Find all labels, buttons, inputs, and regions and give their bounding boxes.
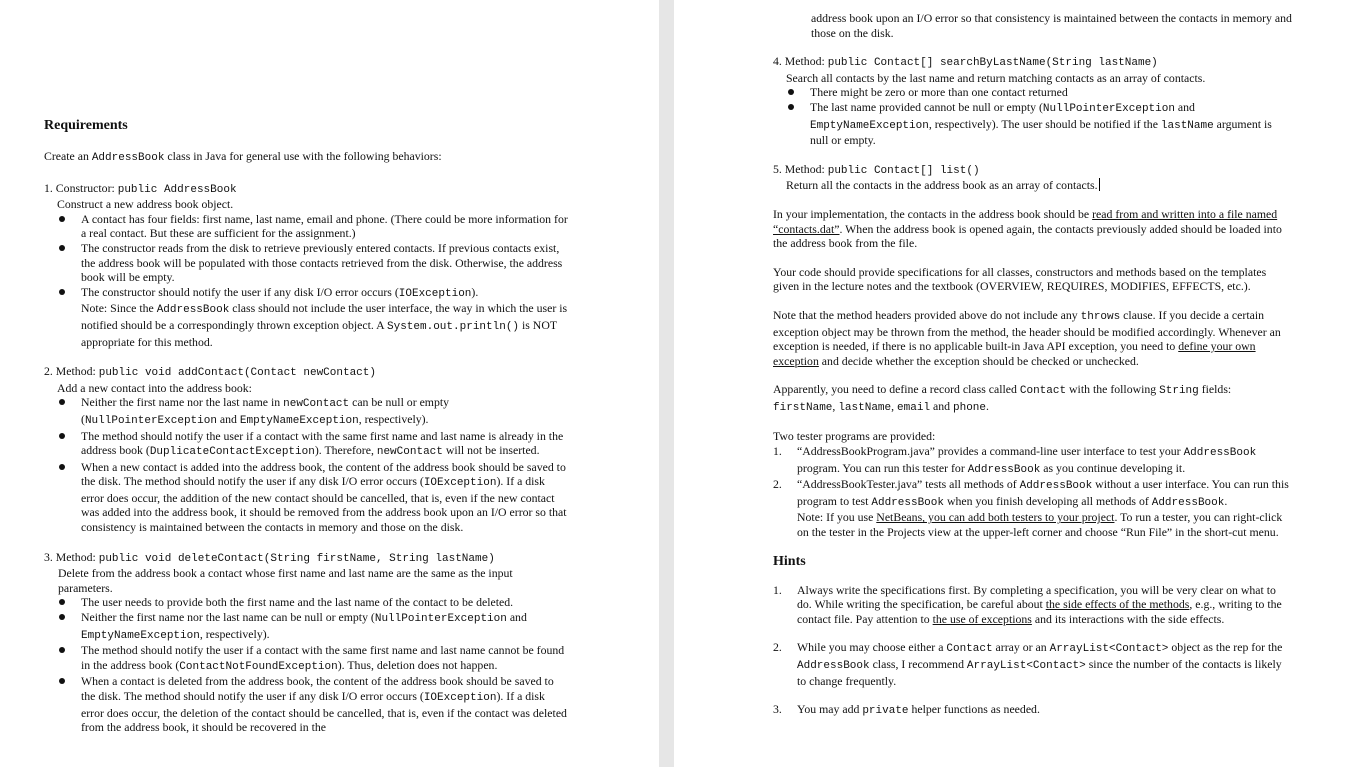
hints-list bbox=[773, 583, 1293, 719]
bullet-item bbox=[44, 429, 570, 460]
code-text: email bbox=[897, 401, 931, 414]
underlined-text: NetBeans, you can add both testers to your project bbox=[876, 510, 1115, 525]
bullet-item bbox=[44, 395, 570, 428]
code-text: ContactNotFoundException bbox=[179, 660, 338, 673]
text-run: A contact has four fields: first name, last name, email and phone. (There could be more information for a real contact. But these are sufficient for the assignment.) bbox=[81, 211, 568, 241]
code-text: NullPointerException bbox=[84, 414, 217, 427]
delete-contact-heading bbox=[44, 550, 570, 567]
code-text: public void addContact(Contact newContact) bbox=[98, 367, 376, 380]
text-run: While you may choose either a bbox=[797, 640, 947, 655]
search-by-last-name-heading bbox=[773, 54, 1293, 71]
implementation-paragraph bbox=[773, 207, 1293, 251]
text-run: The last name provided cannot be null or empty ( bbox=[810, 99, 1043, 114]
text-run: Note: If you use bbox=[797, 510, 877, 525]
text-run: There might be zero or more than one contact returned bbox=[810, 85, 1068, 100]
search-description: Search all contacts by the last name and return matching contacts as an array of contacts. bbox=[786, 70, 1206, 85]
numbered-item bbox=[773, 444, 1293, 477]
item-number: 2. bbox=[773, 477, 782, 492]
code-text: AddressBook bbox=[967, 463, 1041, 476]
code-text: AddressBook bbox=[797, 660, 870, 672]
section-title-hints: Hints bbox=[773, 553, 806, 569]
text-run: Neither the first name nor the last name can be null or empty ( bbox=[81, 610, 375, 625]
code-text: NullPointerException bbox=[1042, 102, 1175, 115]
text-run: Create an bbox=[44, 149, 92, 163]
text-run: and bbox=[506, 610, 527, 625]
text-run: 1. Constructor: bbox=[44, 180, 118, 195]
text-run: argument is null or empty. bbox=[810, 116, 1272, 148]
underlined-text: the side effects of the methods bbox=[1045, 597, 1190, 612]
numbered-item bbox=[773, 583, 1293, 627]
add-contact-heading bbox=[44, 364, 570, 381]
document-page-left bbox=[0, 0, 659, 767]
text-run: when you finish developing all methods of bbox=[944, 493, 1152, 508]
contact-class-paragraph bbox=[773, 382, 1293, 415]
page-gutter bbox=[659, 0, 674, 767]
continued-text: address book upon an I/O error so that consistency is maintained between the contacts in memory and those on the disk. bbox=[811, 11, 1292, 40]
text-run: The user needs to provide both the first name and the last name of the contact to be deleted. bbox=[81, 595, 514, 610]
specifications-paragraph bbox=[773, 265, 1293, 294]
underlined-text: define your own exception bbox=[773, 339, 1256, 368]
code-text: NullPointerException bbox=[374, 613, 507, 626]
text-run: and its interactions with the side effects. bbox=[1031, 611, 1225, 626]
text-run: and bbox=[930, 398, 953, 413]
search-bullet-list bbox=[773, 85, 1293, 147]
text-run: class, I recommend bbox=[869, 657, 967, 671]
code-text: phone bbox=[953, 401, 987, 414]
text-run: class in Java for general use with the following behaviors: bbox=[164, 149, 442, 163]
text-run: . bbox=[1224, 493, 1228, 508]
text-run: program. You can run this tester for bbox=[797, 460, 968, 475]
testers-list bbox=[773, 444, 1293, 540]
code-text: AddressBook bbox=[1019, 480, 1093, 493]
code-text: DuplicateContactException bbox=[149, 446, 315, 459]
text-run: ). bbox=[471, 284, 479, 299]
code-text: System.out.println() bbox=[387, 320, 520, 333]
bullet-item bbox=[773, 85, 1293, 100]
text-run: Neither the first name nor the last name in bbox=[81, 395, 284, 410]
text-run: as you continue developing it. bbox=[1040, 460, 1186, 475]
code-text: EmptyNameException bbox=[239, 414, 359, 427]
code-text: lastName bbox=[1160, 119, 1214, 132]
code-text: public AddressBook bbox=[117, 183, 237, 196]
code-text: ArrayList<Contact> bbox=[1049, 643, 1169, 656]
list-method-heading bbox=[773, 162, 1293, 179]
text-run: ). If a disk error does occur, the deletion of the contact should be cancelled, that is, even if the contact was deleted from the address book, it should be recovered in the bbox=[81, 689, 567, 735]
bullet-item bbox=[773, 100, 1293, 148]
bullet-item bbox=[44, 674, 570, 734]
document-page-right bbox=[674, 0, 1351, 767]
list-method-description-text: Return all the contacts in the address book as an array of contacts. bbox=[786, 178, 1098, 193]
bullet-item bbox=[44, 595, 570, 610]
text-run: , respectively). The user should be notified if the bbox=[928, 116, 1161, 131]
text-run: can be null or empty ( bbox=[81, 395, 450, 426]
constructor-heading bbox=[44, 181, 570, 198]
bullet-item bbox=[44, 643, 570, 674]
code-text: IOException bbox=[423, 477, 497, 490]
constructor-description: Construct a new address book object. bbox=[57, 197, 234, 212]
code-text: String bbox=[1159, 385, 1199, 398]
text-run: “AddressBookTester.java” tests all methods of bbox=[797, 477, 1020, 492]
underlined-text: the use of exceptions bbox=[932, 611, 1032, 626]
text-run: You may add bbox=[797, 702, 863, 717]
text-run: Note: Since the bbox=[81, 301, 157, 316]
item-number: 3. bbox=[773, 702, 782, 717]
text-run: . When the address book is opened again, the contacts previously added should be loaded into the address book from the file. bbox=[773, 221, 1282, 251]
code-text: EmptyNameException bbox=[81, 629, 200, 642]
text-run: Apparently, you need to define a record class called bbox=[773, 382, 1020, 397]
add-contact-bullet-list bbox=[44, 395, 570, 534]
text-run: 3. Method: bbox=[44, 549, 99, 564]
text-run: “AddressBookProgram.java” provides a command-line user interface to test your bbox=[797, 444, 1184, 459]
page-content-left bbox=[44, 118, 570, 735]
delete-contact-bullet-list bbox=[44, 595, 570, 734]
text-run: and bbox=[216, 411, 240, 426]
underlined-text: read from and written into a file named “contacts.dat” bbox=[773, 206, 1278, 236]
page-content-right bbox=[773, 11, 1293, 719]
code-text: Contact bbox=[1019, 385, 1067, 398]
section-title-requirements: Requirements bbox=[44, 118, 128, 133]
code-text: firstName bbox=[773, 401, 833, 414]
code-text: AddressBook bbox=[871, 496, 944, 509]
bullet-item bbox=[44, 241, 570, 285]
numbered-item bbox=[773, 702, 1293, 719]
bullet-item bbox=[44, 460, 570, 535]
text-run: fields: bbox=[1198, 382, 1232, 397]
text-run: ). Thus, deletion does not happen. bbox=[337, 657, 498, 672]
code-text: EmptyNameException bbox=[810, 119, 929, 132]
code-text: AddressBook bbox=[91, 152, 165, 164]
text-cursor bbox=[1099, 178, 1100, 191]
code-text: private bbox=[862, 705, 909, 718]
code-text: AddressBook bbox=[156, 304, 230, 317]
text-run: with the following bbox=[1066, 382, 1160, 397]
text-run: Your code should provide specifications for all classes, constructors and methods based on the templates given in the lecture notes and the textbook (OVERVIEW, REQUIRES, MODIFIES, EFFECTS, etc.). bbox=[773, 264, 1267, 294]
text-run: , respectively). bbox=[358, 411, 429, 426]
text-run: class should not include the user interface, the way in which the user is notified should be a correspondingly thrown exception object. A bbox=[81, 301, 568, 332]
text-run: ). Therefore, bbox=[314, 443, 377, 458]
text-run: will not be inserted. bbox=[442, 443, 540, 458]
text-run: . To run a tester, you can right-click on the tester in the Projects view at the upper-left corner and choose “Run File” in the short-cut menu. bbox=[797, 510, 1283, 540]
text-run: , bbox=[891, 398, 898, 413]
code-text: public void deleteContact(String firstName, String lastName) bbox=[98, 552, 495, 565]
text-run: ). If a disk error does occur, the addition of the new contact should be cancelled, that is, even if the new contact was added into the address book, it should be removed from the address book upon an I/O error so that consistency is maintained between the contacts in memory and those on the disk. bbox=[81, 474, 567, 535]
delete-contact-description: Delete from the address book a contact whose first name and last name are the same as the input parameters. bbox=[58, 566, 513, 595]
text-run: , respectively). bbox=[199, 626, 270, 641]
constructor-bullet-list bbox=[44, 212, 570, 349]
text-run: array or an bbox=[992, 640, 1050, 655]
text-run: The method should notify the user if a contact with the same first name and last name is already in the address book ( bbox=[81, 428, 564, 458]
code-text: newContact bbox=[283, 398, 350, 411]
bullet-item bbox=[44, 285, 570, 349]
text-run: is NOT appropriate for this method. bbox=[81, 317, 557, 349]
code-text: IOException bbox=[398, 287, 472, 300]
text-run: Always write the specifications first. By completing a specification, you will be very clear on what to do. While writing the specification, be careful about bbox=[797, 582, 1276, 612]
numbered-item bbox=[773, 640, 1293, 688]
text-run: The method should notify the user if a contact with the same first name and last name cannot be found in the address book ( bbox=[81, 643, 565, 672]
code-text: lastName bbox=[838, 401, 892, 414]
text-run: . bbox=[986, 398, 989, 413]
item-number: 1. bbox=[773, 582, 782, 597]
text-run: When a contact is deleted from the address book, the content of the address book should be saved to the disk. The method should notify the user if any disk I/O error occurs ( bbox=[81, 674, 554, 703]
code-text: Contact bbox=[946, 643, 993, 656]
text-run: without a user interface. You can run this program to test bbox=[797, 477, 1289, 508]
text-run: 5. Method: bbox=[773, 161, 828, 176]
text-run: The constructor should notify the user if any disk I/O error occurs ( bbox=[81, 284, 399, 299]
text-run: helper functions as needed. bbox=[908, 702, 1040, 717]
text-run: In your implementation, the contacts in the address book should be bbox=[773, 206, 1093, 221]
add-contact-description: Add a new contact into the address book: bbox=[57, 380, 252, 395]
text-run: object as the rep for the bbox=[1168, 640, 1283, 655]
text-run: The constructor reads from the disk to retrieve previously entered contacts. If previous contacts exist, the address book will be populated with those contacts retrieved from the disk. Otherwise, the address book will be empty. bbox=[81, 240, 563, 285]
code-text: public Contact[] list() bbox=[827, 164, 980, 177]
intro-paragraph bbox=[44, 149, 570, 166]
text-run: and bbox=[1174, 99, 1195, 114]
code-text: newContact bbox=[376, 446, 443, 459]
text-run: clause. If you decide a certain exception object may be thrown from the method, the header should be modified accordingly. Whenever an exception is needed, if there is no applicable built-in Java API exception, you need to bbox=[773, 307, 1281, 354]
text-run: 4. Method: bbox=[773, 54, 828, 69]
testers-intro: Two tester programs are provided: bbox=[773, 429, 936, 444]
bullet-item bbox=[44, 610, 570, 643]
text-run: , e.g., writing to the contact file. Pay attention to bbox=[797, 597, 1282, 626]
text-run: and decide whether the exception should be checked or unchecked. bbox=[818, 353, 1139, 368]
text-run: since the number of the contacts is likely to change frequently. bbox=[797, 657, 1282, 688]
text-run: When a new contact is added into the address book, the content of the address book should be saved to the disk. The method should notify the user if any disk I/O error occurs ( bbox=[81, 459, 566, 489]
code-text: IOException bbox=[423, 692, 497, 704]
text-run: , bbox=[832, 398, 839, 413]
exceptions-paragraph bbox=[773, 308, 1293, 368]
bullet-item bbox=[44, 212, 570, 241]
numbered-item bbox=[773, 477, 1293, 539]
list-method-description[interactable] bbox=[773, 178, 1293, 193]
text-run: 2. Method: bbox=[44, 364, 99, 379]
item-number: 2. bbox=[773, 640, 782, 655]
code-text: AddressBook bbox=[1183, 447, 1257, 460]
code-text: ArrayList<Contact> bbox=[966, 660, 1086, 672]
code-text: AddressBook bbox=[1151, 496, 1225, 509]
code-text: public Contact[] searchByLastName(String lastName) bbox=[827, 57, 1158, 70]
code-text: throws bbox=[1080, 310, 1121, 323]
item-number: 1. bbox=[773, 444, 782, 459]
text-run: Note that the method headers provided above do not include any bbox=[773, 307, 1081, 322]
